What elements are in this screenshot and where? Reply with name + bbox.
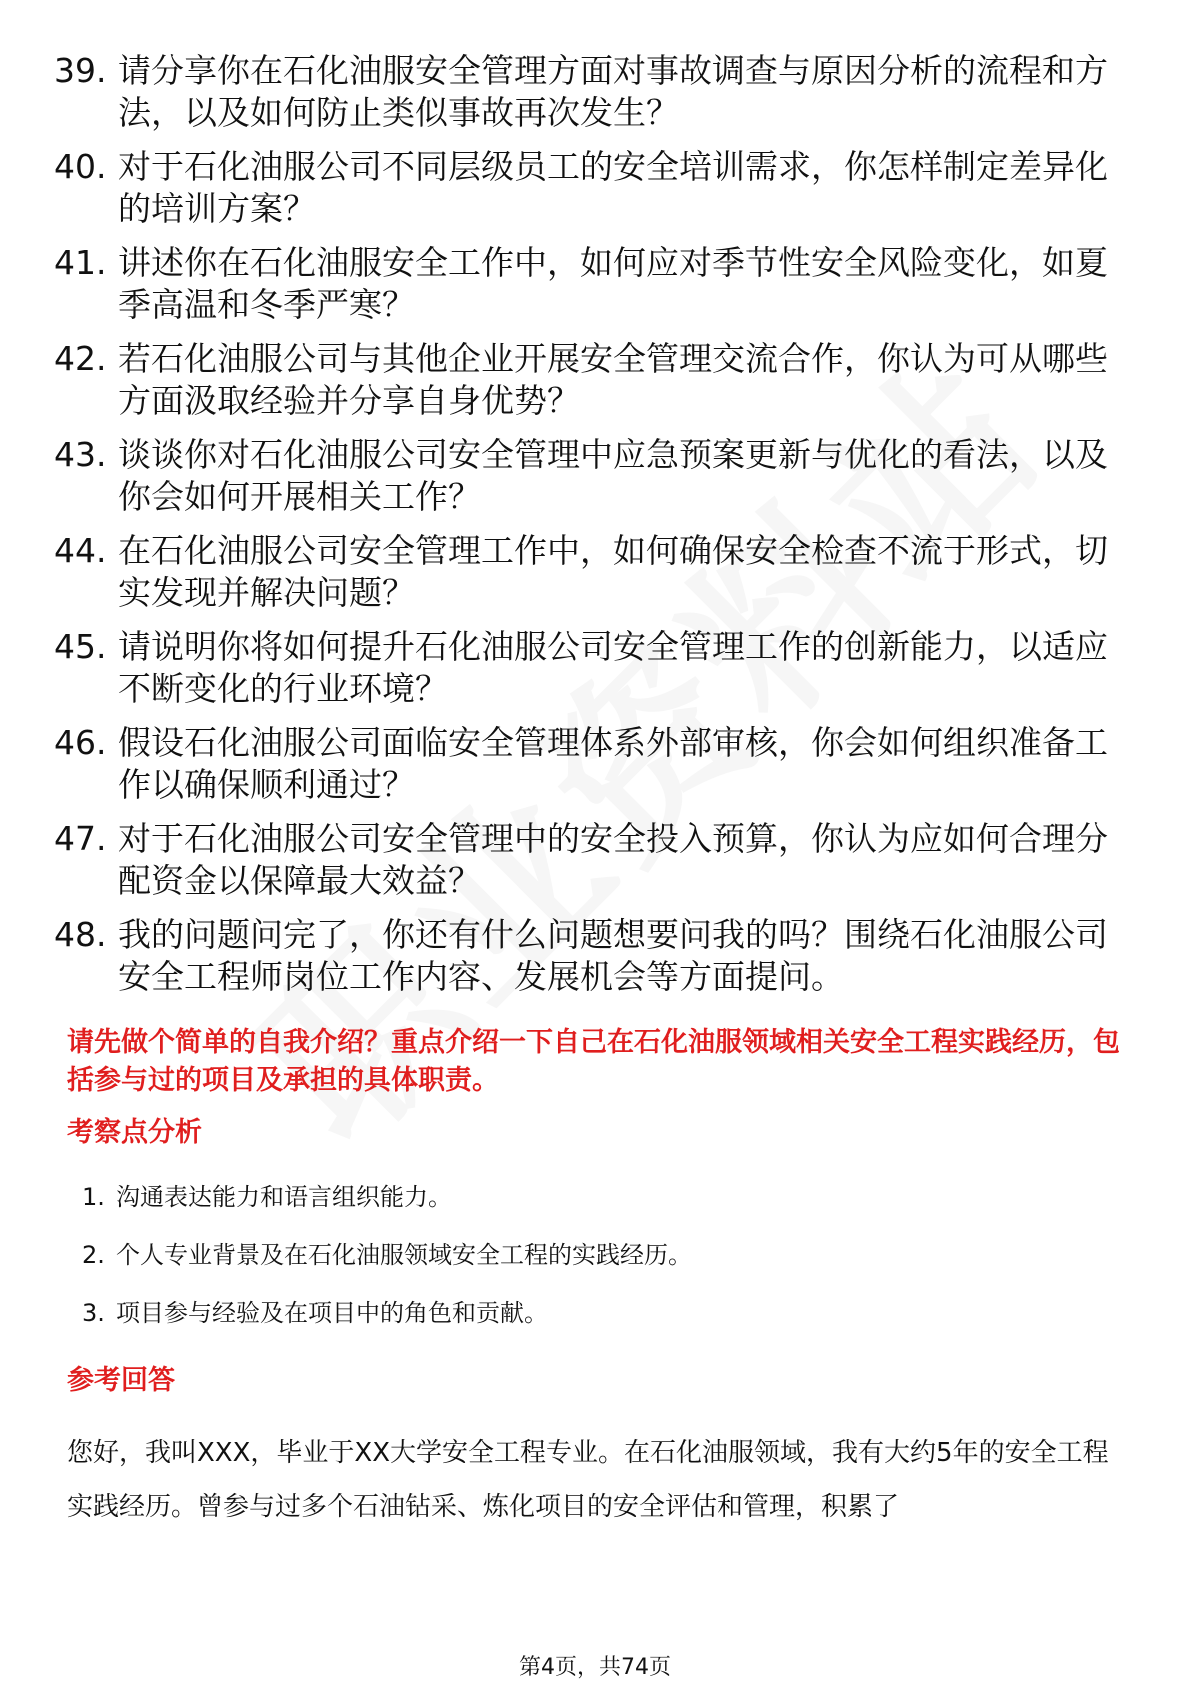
question-item (54, 434, 1134, 518)
question-item (54, 914, 1134, 998)
question-text: 请说明你将如何提升石化油服公司安全管理工作的创新能力，以适应不断变化的行业环境？ (118, 627, 1108, 708)
question-item (54, 50, 1134, 134)
reference-heading: 参考回答 (67, 1365, 175, 1396)
question-list (54, 50, 1134, 1010)
question-text: 请分享你在石化油服安全管理方面对事故调查与原因分析的流程和方法，以及如何防止类似事故再次发生？ (118, 51, 1108, 132)
question-text: 谈谈你对石化油服公司安全管理中应急预案更新与优化的看法，以及你会如何开展相关工作？ (118, 435, 1108, 516)
analysis-list (82, 1180, 692, 1354)
question-item (54, 818, 1134, 902)
featured-question: 请先做个简单的自我介绍？重点介绍一下自己在石化油服领域相关安全工程实践经历，包括参与过的项目及承担的具体职责。 (67, 1027, 1120, 1096)
question-number: 44. (54, 531, 107, 570)
question-number: 47. (54, 819, 107, 858)
analysis-heading: 考察点分析 (67, 1117, 202, 1148)
analysis-item (82, 1180, 692, 1214)
page-footer: 第4页，共74页 (519, 1655, 671, 1680)
question-text: 在石化油服公司安全管理工作中，如何确保安全检查不流于形式，切实发现并解决问题？ (118, 531, 1108, 612)
analysis-item (82, 1296, 692, 1330)
question-item (54, 530, 1134, 614)
analysis-text: 个人专业背景及在石化油服领域安全工程的实践经历。 (116, 1241, 692, 1269)
question-text: 若石化油服公司与其他企业开展安全管理交流合作，你认为可从哪些方面汲取经验并分享自身优势？ (118, 339, 1108, 420)
question-text: 对于石化油服公司安全管理中的安全投入预算，你认为应如何合理分配资金以保障最大效益？ (118, 819, 1108, 900)
reference-answer: 您好，我叫XXX，毕业于XX大学安全工程专业。在石化油服领域，我有大约5年的安全工程实践经历。曾参与过多个石油钻采、炼化项目的安全评估和管理，积累了 (67, 1438, 1109, 1522)
question-number: 48. (54, 915, 107, 954)
analysis-text: 项目参与经验及在项目中的角色和贡献。 (116, 1299, 548, 1327)
question-number: 43. (54, 435, 107, 474)
question-number: 39. (54, 51, 107, 90)
question-item (54, 338, 1134, 422)
question-item (54, 146, 1134, 230)
question-item (54, 242, 1134, 326)
question-text: 我的问题问完了，你还有什么问题想要问我的吗？围绕石化油服公司安全工程师岗位工作内容、发展机会等方面提问。 (118, 915, 1108, 996)
question-number: 46. (54, 723, 107, 762)
question-number: 45. (54, 627, 107, 666)
question-text: 假设石化油服公司面临安全管理体系外部审核，你会如何组织准备工作以确保顺利通过？ (118, 723, 1108, 804)
question-number: 40. (54, 147, 107, 186)
question-number: 41. (54, 243, 107, 282)
analysis-item (82, 1238, 692, 1272)
question-text: 对于石化油服公司不同层级员工的安全培训需求，你怎样制定差异化的培训方案？ (118, 147, 1108, 228)
analysis-number: 2. (82, 1241, 105, 1269)
question-item (54, 722, 1134, 806)
analysis-text: 沟通表达能力和语言组织能力。 (116, 1183, 452, 1211)
question-item (54, 626, 1134, 710)
analysis-number: 3. (82, 1299, 105, 1327)
question-number: 42. (54, 339, 107, 378)
question-text: 讲述你在石化油服安全工作中，如何应对季节性安全风险变化，如夏季高温和冬季严寒？ (118, 243, 1108, 324)
analysis-number: 1. (82, 1183, 105, 1211)
